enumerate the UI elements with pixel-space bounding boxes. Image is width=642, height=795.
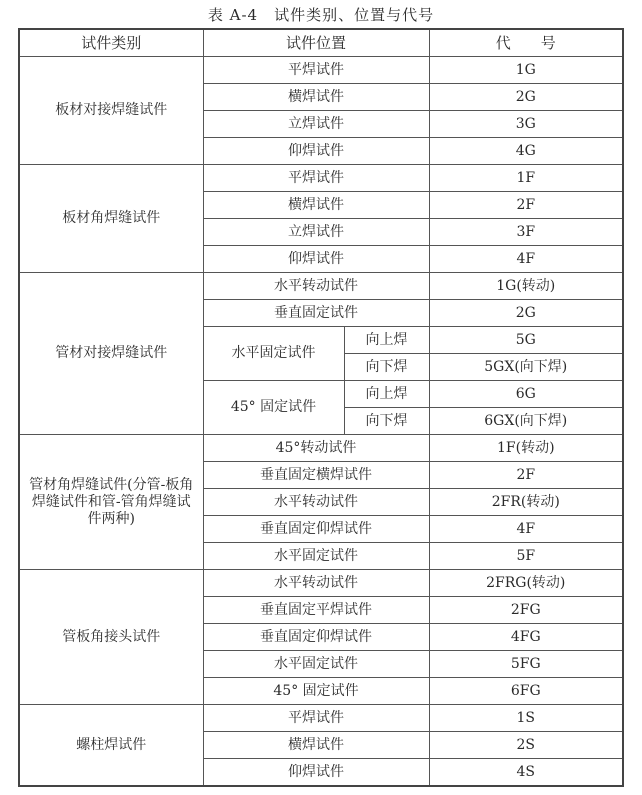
code-cell: 2FR(转动) <box>429 489 623 516</box>
code-cell: 2FG <box>429 597 623 624</box>
position-cell: 水平固定试件 <box>203 327 344 381</box>
table-row <box>19 165 623 192</box>
table-row <box>19 570 623 597</box>
table-row <box>19 273 623 300</box>
table-body <box>19 57 623 787</box>
direction-cell: 向上焊 <box>344 381 429 408</box>
code-cell: 4F <box>429 246 623 273</box>
code-cell: 5G <box>429 327 623 354</box>
code-cell: 4S <box>429 759 623 787</box>
code-cell: 2G <box>429 84 623 111</box>
position-cell: 仰焊试件 <box>203 759 429 787</box>
category-cell: 管板角接头试件 <box>19 570 203 705</box>
table-title: 表 A-4 试件类别、位置与代号 <box>207 6 435 24</box>
position-cell: 45° 固定试件 <box>203 381 344 435</box>
position-cell: 45°转动试件 <box>203 435 429 462</box>
position-cell: 仰焊试件 <box>203 138 429 165</box>
position-cell: 横焊试件 <box>203 192 429 219</box>
code-cell: 4FG <box>429 624 623 651</box>
position-cell: 横焊试件 <box>203 732 429 759</box>
header-code: 代 号 <box>429 29 623 57</box>
code-cell: 3F <box>429 219 623 246</box>
position-cell: 平焊试件 <box>203 57 429 84</box>
code-cell: 5F <box>429 543 623 570</box>
position-cell: 水平固定试件 <box>203 651 429 678</box>
code-cell: 5GX(向下焊) <box>429 354 623 381</box>
category-cell: 板材对接焊缝试件 <box>19 57 203 165</box>
category-cell: 螺柱焊试件 <box>19 705 203 787</box>
code-cell: 6GX(向下焊) <box>429 408 623 435</box>
header-category: 试件类别 <box>19 29 203 57</box>
code-cell: 6G <box>429 381 623 408</box>
direction-cell: 向下焊 <box>344 408 429 435</box>
position-cell: 仰焊试件 <box>203 246 429 273</box>
table-row <box>19 435 623 462</box>
category-cell: 管材对接焊缝试件 <box>19 273 203 435</box>
table-row <box>19 705 623 732</box>
position-cell: 垂直固定平焊试件 <box>203 597 429 624</box>
direction-cell: 向下焊 <box>344 354 429 381</box>
position-cell: 立焊试件 <box>203 111 429 138</box>
position-cell: 立焊试件 <box>203 219 429 246</box>
position-cell: 水平固定试件 <box>203 543 429 570</box>
position-cell: 水平转动试件 <box>203 273 429 300</box>
position-cell: 平焊试件 <box>203 165 429 192</box>
code-cell: 1F <box>429 165 623 192</box>
code-cell: 1G(转动) <box>429 273 623 300</box>
code-cell: 2FRG(转动) <box>429 570 623 597</box>
position-cell: 45° 固定试件 <box>203 678 429 705</box>
specimen-table <box>18 28 624 787</box>
code-cell: 2G <box>429 300 623 327</box>
position-cell: 垂直固定仰焊试件 <box>203 516 429 543</box>
code-cell: 2F <box>429 462 623 489</box>
category-cell: 管材角焊缝试件(分管-板角焊缝试件和管-管角焊缝试件两种) <box>19 435 203 570</box>
code-cell: 1F(转动) <box>429 435 623 462</box>
table-row <box>19 57 623 84</box>
code-cell: 5FG <box>429 651 623 678</box>
position-cell: 垂直固定试件 <box>203 300 429 327</box>
position-cell: 横焊试件 <box>203 84 429 111</box>
category-cell: 板材角焊缝试件 <box>19 165 203 273</box>
header-row <box>19 29 623 57</box>
code-cell: 6FG <box>429 678 623 705</box>
code-cell: 1G <box>429 57 623 84</box>
position-cell: 水平转动试件 <box>203 489 429 516</box>
direction-cell: 向上焊 <box>344 327 429 354</box>
code-cell: 2F <box>429 192 623 219</box>
code-cell: 1S <box>429 705 623 732</box>
position-cell: 垂直固定仰焊试件 <box>203 624 429 651</box>
code-cell: 3G <box>429 111 623 138</box>
code-cell: 4G <box>429 138 623 165</box>
position-cell: 平焊试件 <box>203 705 429 732</box>
position-cell: 垂直固定横焊试件 <box>203 462 429 489</box>
code-cell: 4F <box>429 516 623 543</box>
header-position: 试件位置 <box>203 29 429 57</box>
position-cell: 水平转动试件 <box>203 570 429 597</box>
code-cell: 2S <box>429 732 623 759</box>
